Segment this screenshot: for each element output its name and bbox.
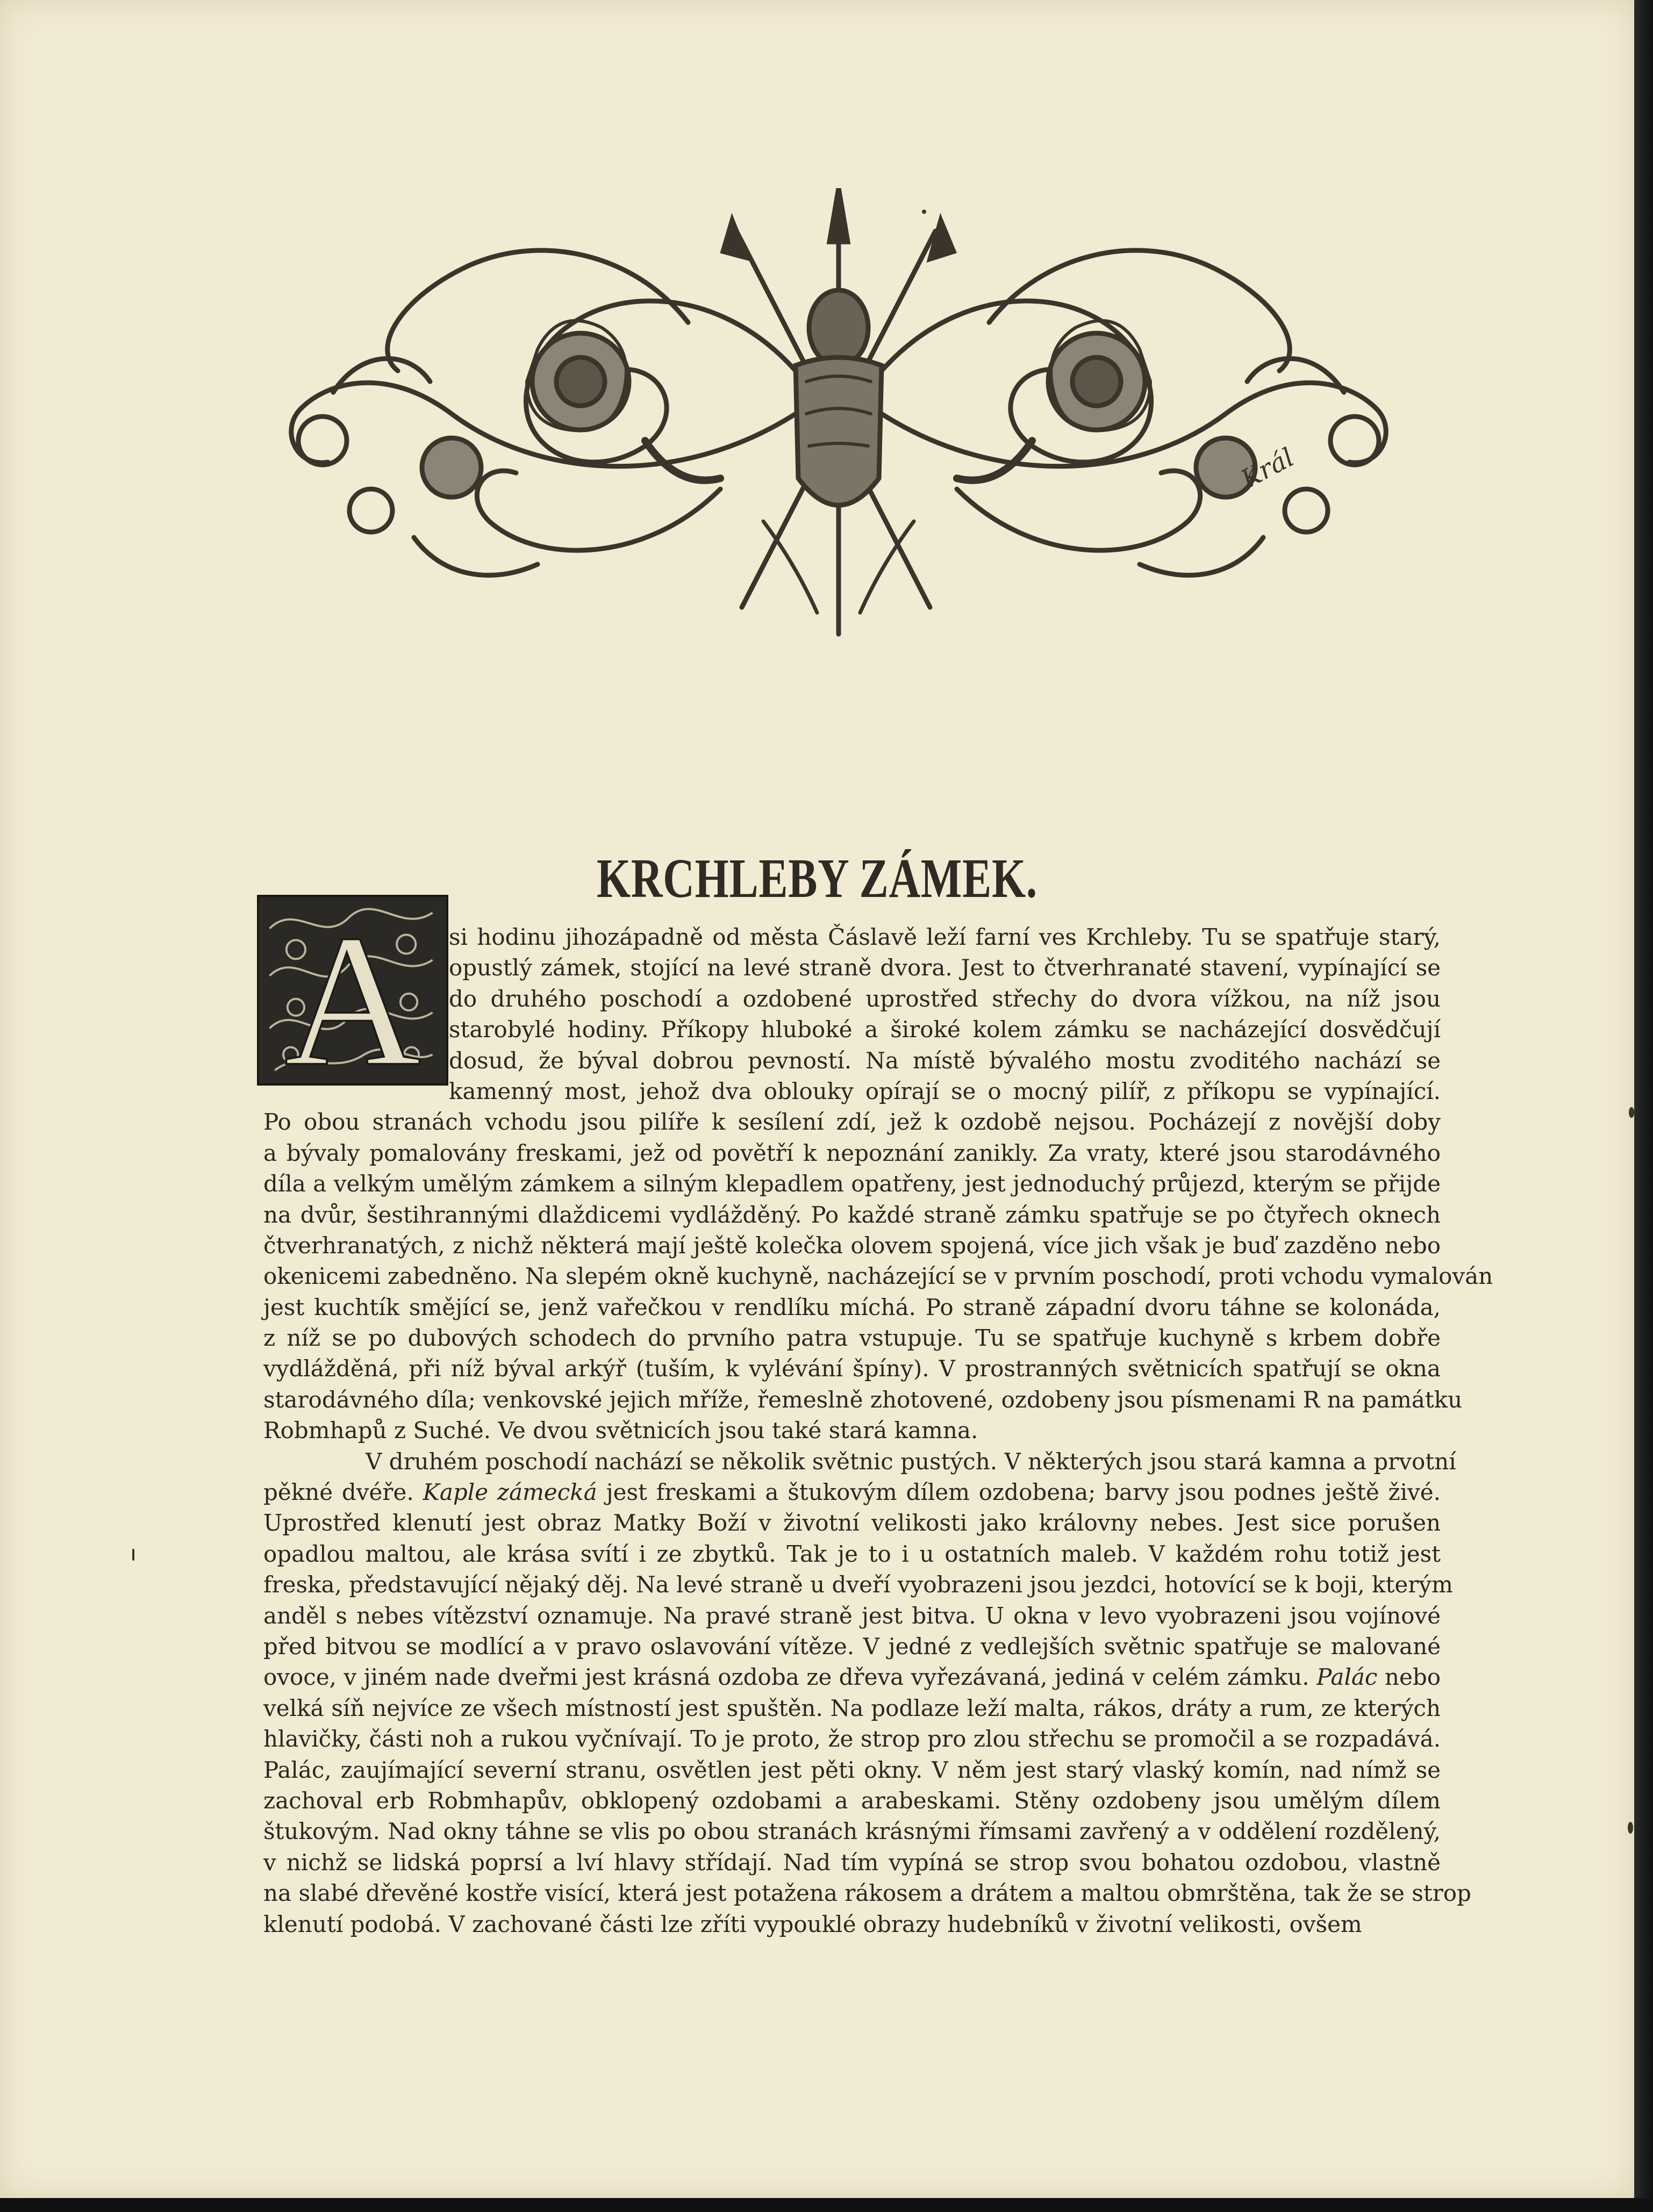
ornamental-header-vignette <box>237 188 1441 650</box>
text-line <box>263 1909 1441 1940</box>
text-line <box>263 1323 1441 1353</box>
italic-term: Palác <box>1316 1664 1378 1691</box>
text-line <box>263 1847 1441 1878</box>
text-segment: zachoval erb Robmhapův, obklopený ozdobami a arabeskami. Stěny ozdobeny jsou umělým dílem <box>263 1787 1441 1814</box>
text-line <box>263 1755 1441 1785</box>
page-speck <box>922 210 926 214</box>
text-segment: dosud, že býval dobrou pevností. Na místě bývalého mostu zvoditého nachází se <box>449 1047 1441 1074</box>
text-segment: Uprostřed klenutí jest obraz Matky Boží v životní velikosti jako královny nebes. Jest sice porušen <box>263 1510 1441 1536</box>
text-line <box>263 1569 1453 1600</box>
text-line <box>263 1539 1441 1569</box>
text-segment: vydlážděná, při níž býval arkýř (tuším, k vylévání špíny). V prostranných světnicích spatřují se okna <box>263 1355 1441 1382</box>
text-line <box>263 1816 1441 1847</box>
text-segment: jest freskami a štukovým dílem ozdobena; barvy jsou podnes ještě živé. <box>597 1479 1441 1506</box>
text-line <box>263 1415 1441 1446</box>
page-speck <box>132 1549 134 1561</box>
text-line <box>263 1138 1441 1168</box>
text-line <box>449 1014 1441 1045</box>
text-line <box>263 1446 1456 1477</box>
text-segment: jest kuchtík smějící se, jenž vařečkou v rendlíku míchá. Po straně západní dvoru táhne se kolonáda, <box>263 1294 1441 1320</box>
text-line <box>263 1168 1441 1199</box>
text-segment: na dvůr, šestihrannými dlaždicemi vydlážděný. Po každé straně zámku spatřuje se po čtyřech oknech <box>263 1201 1441 1228</box>
text-line <box>449 922 1441 952</box>
text-segment: V druhém poschodí nachází se několik světnic pustých. V některých jsou stará kamna a prvotní <box>366 1448 1456 1475</box>
text-segment: na slabé dřevěné kostře visící, která jest potažena rákosem a drátem a maltou obmrštěna, tak že se strop <box>263 1880 1471 1907</box>
text-line <box>263 1662 1441 1692</box>
text-segment: před bitvou se modlící a v pravo oslavování vítěze. V jedné z vedlejších světnic spatřuje se malované <box>263 1633 1441 1660</box>
text-segment: štukovým. Nad okny táhne se vlis po obou stranách krásnými římsami zavřený a v oddělení rozdělený, <box>263 1818 1441 1845</box>
italic-term: Kaple zámecká <box>423 1479 597 1506</box>
text-segment: velká síň nejvíce ze všech místností jest spuštěn. Na podlaze leží malta, rákos, dráty a rum, ze kterých <box>263 1694 1441 1721</box>
text-line <box>263 1723 1441 1754</box>
text-segment: starobylé hodiny. Příkopy hluboké a široké kolem zámku se nacházející dosvědčují <box>449 1016 1441 1043</box>
text-line <box>449 1076 1441 1107</box>
text-line <box>449 952 1441 983</box>
text-segment: Palác, zaujímající severní stranu, osvětlen jest pěti okny. V něm jest starý vlaský komín, nad nímž se <box>263 1756 1441 1783</box>
text-segment: opustlý zámek, stojící na levé straně dvora. Jest to čtverhranaté stavení, vypínající se <box>449 954 1441 981</box>
page-title: KRCHLEBY ZÁMEK. <box>597 847 1037 909</box>
text-segment: okenicemi zabedněno. Na slepém okně kuchyně, nacházející se v prvním poschodí, proti vchodu vymalován <box>263 1263 1493 1290</box>
text-line <box>263 1384 1463 1415</box>
text-segment: pěkné dvéře. <box>263 1479 423 1506</box>
text-line <box>449 983 1441 1014</box>
initial-letter: A <box>284 897 421 1083</box>
text-segment: v nichž se lidská poprsí a lví hlavy střídají. Nad tím vypíná se strop svou bohatou ozdobou, vlastně <box>263 1849 1441 1876</box>
text-segment: díla a velkým umělým zámkem a silným klepadlem opatřeny, jest jednoduchý průjezd, kterým se přijde <box>263 1170 1441 1197</box>
text-line <box>263 1107 1441 1137</box>
text-segment: do druhého poschodí a ozdobené uprostřed střechy do dvora vížkou, na níž jsou <box>449 985 1441 1012</box>
text-segment: anděl s nebes vítězství oznamuje. Na pravé straně jest bitva. U okna v levo vyobrazeni jsou vojínové <box>263 1602 1441 1629</box>
text-line <box>263 1785 1441 1816</box>
text-line <box>263 1631 1441 1662</box>
text-segment: Robmhapů z Suché. Ve dvou světnicích jsou také stará kamna. <box>263 1417 978 1444</box>
text-line <box>263 1477 1441 1507</box>
page-speck <box>1629 1107 1634 1118</box>
scan-edge-right <box>1634 0 1653 2212</box>
text-line <box>263 1261 1493 1291</box>
text-segment: opadlou maltou, ale krása svítí i ze zbytků. Tak je to i u ostatních maleb. V každém rohu totiž jest <box>263 1540 1441 1567</box>
text-segment: kamenný most, jehož dva oblouky opírají se o mocný pilíř, z příkopu se vypínající. <box>449 1078 1441 1104</box>
text-segment: z níž se po dubových schodech do prvního patra vstupuje. Tu se spatřuje kuchyně s krbem dobře <box>263 1325 1441 1352</box>
text-segment: ovoce, v jiném nade dveřmi jest krásná ozdoba ze dřeva vyřezávaná, jediná v celém zámku. <box>263 1664 1317 1691</box>
text-line <box>449 1045 1441 1076</box>
text-segment: klenutí podobá. V zachované části lze zříti vypouklé obrazy hudebníků v životní velikosti, ovšem <box>263 1911 1362 1937</box>
text-line <box>263 1693 1441 1723</box>
text-line <box>263 1353 1441 1384</box>
text-line <box>263 1200 1441 1230</box>
text-line <box>263 1230 1441 1261</box>
text-line <box>263 1600 1441 1631</box>
text-segment: nebo <box>1377 1664 1441 1691</box>
article-body <box>263 922 1493 1940</box>
text-segment: čtverhranatých, z nichž některá mají ještě kolečka olovem spojená, více jich však je buď zazděno nebo <box>263 1232 1441 1259</box>
text-segment: si hodinu jihozápadně od města Čáslavě leží farní ves Krchleby. Tu se spatřuje starý, <box>449 924 1441 950</box>
text-line <box>263 1507 1441 1538</box>
text-segment: starodávného díla; venkovské jejich mříže, řemeslně zhotovené, ozdobeny jsou písmenami R na památku <box>263 1386 1463 1413</box>
ornament-signature: Král <box>1236 442 1299 495</box>
text-line <box>263 1878 1471 1908</box>
page-speck <box>1628 1822 1633 1834</box>
text-segment: freska, představující nějaký děj. Na levé straně u dveří vyobrazeni jsou jezdci, hotovící se k boji, kterým <box>263 1571 1453 1598</box>
text-line <box>263 1292 1441 1323</box>
text-segment: a bývaly pomalovány freskami, jež od povětří k nepoznání zanikly. Za vraty, které jsou starodávného <box>263 1139 1441 1166</box>
text-segment: hlavičky, části noh a rukou vyčnívají. To je proto, že strop pro zlou střechu se promočil a se rozpadává. <box>263 1726 1441 1753</box>
text-segment: Po obou stranách vchodu jsou pilíře k sesílení zdí, jež k ozdobě nejsou. Pocházejí z novější doby <box>263 1109 1441 1136</box>
scan-edge-bottom <box>0 2198 1653 2212</box>
